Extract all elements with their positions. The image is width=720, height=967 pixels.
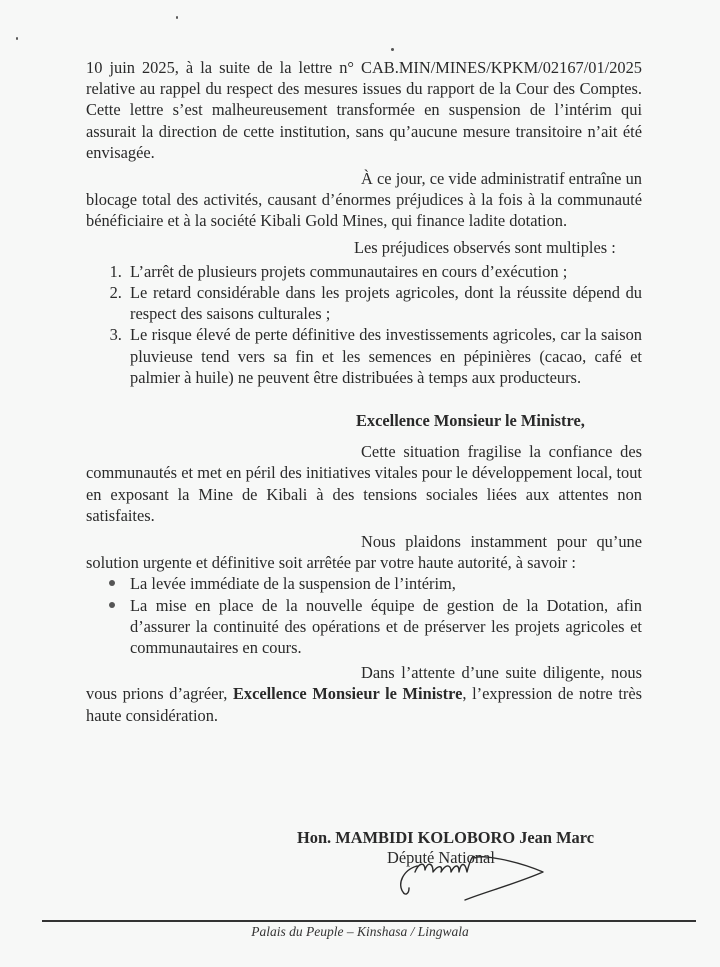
request-item: La mise en place de la nouvelle équipe de gestion de la Dotation, afin d’assurer la continuité des opérations et de préserver les projets agricoles et communautaires en cours. xyxy=(126,595,642,659)
scan-speck xyxy=(16,37,18,40)
prejudice-item: 1. L’arrêt de plusieurs projets communautaires en cours d’exécution ; xyxy=(126,261,642,282)
footer-address: Palais du Peuple – Kinshasa / Lingwala xyxy=(251,924,469,939)
closing-text-end: , l’expression de notre très haute considération. xyxy=(86,684,643,725)
paragraph-closing xyxy=(86,662,642,726)
scan-speck xyxy=(391,48,394,51)
scan-speck xyxy=(176,16,178,19)
request-item: La levée immédiate de la suspension de l’intérim, xyxy=(126,573,642,594)
prejudices-list xyxy=(86,261,642,388)
prejudice-item: 2. Le retard considérable dans les projets agricoles, dont la réussite dépend du respect des saisons culturales ; xyxy=(126,282,642,324)
signatory-title: Député National xyxy=(387,848,495,867)
closing-addressee: Excellence Monsieur le Ministre xyxy=(232,684,463,704)
paragraph-blockage: À ce jour, ce vide administratif entraîne un blocage total des activités, causant d’énormes préjudices à la fois à la communauté bénéficiaire et à la société Kibali Gold Mines, qui finance ladite dotation. xyxy=(86,169,642,231)
footer-divider xyxy=(42,920,696,922)
signatory-name: Hon. MAMBIDI KOLOBORO Jean Marc xyxy=(297,828,594,847)
prejudice-item: 3. Le risque élevé de perte définitive des investissements agricoles, car la saison pluvieuse tend vers sa fin et les semences en pépinières (cacao, café et palmier à huile) ne peuvent être distribuées à temps aux producteurs. xyxy=(126,324,642,388)
requests-list xyxy=(86,573,642,658)
closing-text: Dans l’attente d’une suite diligente, nous vous prions d’agréer, xyxy=(86,663,642,704)
letter-body xyxy=(86,57,642,726)
paragraph-plea: Nous plaidons instamment pour qu’une solution urgente et définitive soit arrêtée par votre haute autorité, à savoir : xyxy=(86,532,642,573)
paragraph-context: 10 juin 2025, à la suite de la lettre n° CAB.MIN/MINES/KPKM/02167/01/2025 relative au rappel du respect des mesures issues du rapport de la Cour des Comptes. Cette lettre s’est malheureusement transformée en suspension de l’intérim qui assurait la direction de cette institution, sans qu’aucune mesure transitoire n’ait été envisagée. xyxy=(86,58,642,162)
handwritten-signature-icon xyxy=(395,848,555,908)
salutation: Excellence Monsieur le Ministre, xyxy=(356,411,585,431)
paragraph-situation: Cette situation fragilise la confiance des communautés et met en péril des initiatives vitales pour le développement local, tout en exposant la Mine de Kibali à des tensions sociales liées aux attentes non satisfaites. xyxy=(86,442,642,525)
prejudices-intro: Les préjudices observés sont multiples : xyxy=(354,237,616,257)
